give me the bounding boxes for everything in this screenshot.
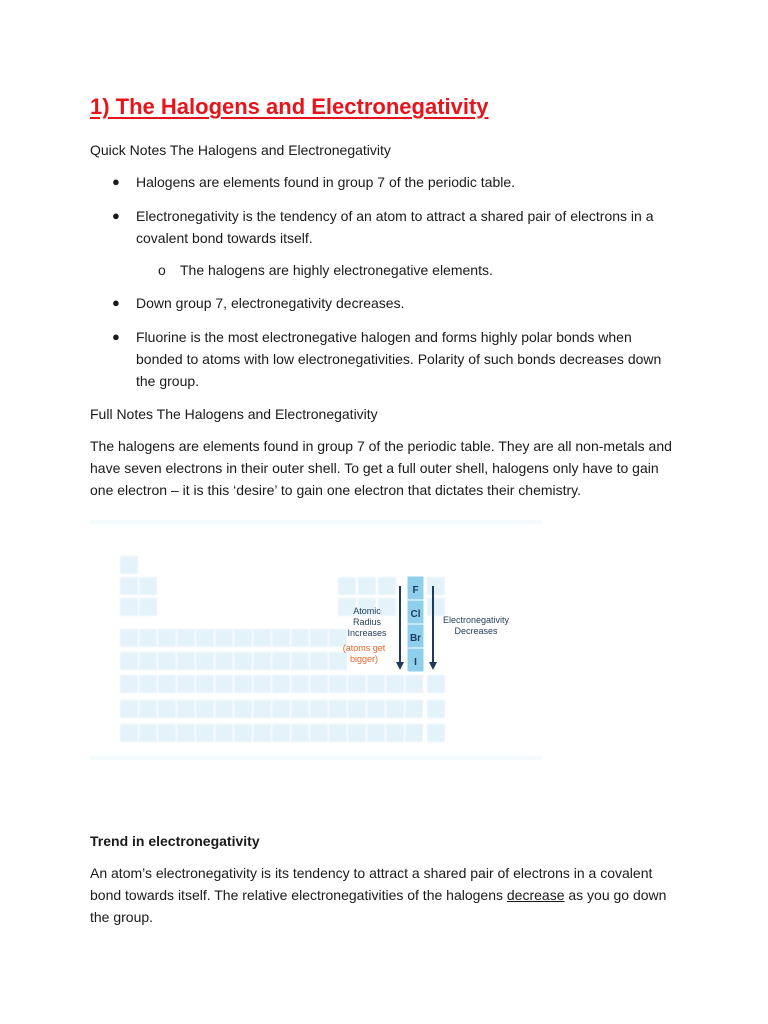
element-symbol: Cl bbox=[410, 609, 421, 620]
trend-heading: Trend in electronegativity bbox=[90, 833, 260, 849]
periodic-table-figure bbox=[90, 520, 542, 812]
bullet-icon: ● bbox=[112, 174, 120, 189]
quick-notes-heading: Quick Notes The Halogens and Electronegativity bbox=[90, 142, 391, 158]
faded-periodic-table bbox=[120, 556, 445, 742]
list-item-text: Electronegativity is the tendency of an atom to attract a shared pair of electrons in a covalent bond towards itself. bbox=[136, 208, 654, 246]
element-symbol: I bbox=[414, 657, 417, 668]
sub-list-item bbox=[158, 259, 493, 281]
bullet-icon: ● bbox=[112, 295, 120, 310]
full-notes-heading: Full Notes The Halogens and Electronegativity bbox=[90, 406, 378, 422]
trend-text-before: An atom’s electronegativity is its tendency to attract a shared pair of electrons in a covalent bond towards itself. The relative electronegativities of the halogens bbox=[90, 865, 653, 903]
list-item bbox=[112, 326, 672, 392]
down-arrow-icon bbox=[396, 586, 404, 670]
faded-border bbox=[90, 756, 542, 760]
electronegativity-label: Electronegativity bbox=[442, 615, 510, 625]
list-item-text: Halogens are elements found in group 7 of the periodic table. bbox=[136, 174, 516, 190]
atomic-radius-label: Radius bbox=[352, 617, 382, 627]
full-notes-paragraph: The halogens are elements found in group 7 of the periodic table. They are all non-metals and have seven electrons in their outer shell. To get a full outer shell, halogens only have to gain one electron – it is this ‘desire’ to gain one electron that dictates their chemistry. bbox=[90, 438, 672, 498]
list-item-text: Fluorine is the most electronegative halogen and forms highly polar bonds when bonded to atoms with low electronegativities. Polarity of such bonds decreases down the group. bbox=[136, 329, 662, 389]
atoms-bigger-note: bigger) bbox=[349, 654, 379, 664]
list-item bbox=[112, 292, 672, 314]
list-item-text: Down group 7, electronegativity decreases. bbox=[136, 295, 405, 311]
bullet-icon: ● bbox=[112, 329, 120, 344]
page-title: 1) The Halogens and Electronegativity bbox=[90, 94, 489, 119]
trend-emphasis: decrease bbox=[506, 887, 565, 903]
trend-text-after: as you go down the group. bbox=[90, 887, 667, 925]
element-symbol: F bbox=[412, 585, 419, 596]
bullet-icon: ● bbox=[112, 208, 120, 223]
electronegativity-label: Decreases bbox=[454, 626, 498, 636]
halogen-column bbox=[407, 576, 424, 672]
list-item bbox=[112, 205, 672, 249]
element-symbol: Br bbox=[409, 633, 422, 644]
list-item bbox=[112, 171, 672, 193]
trend-paragraph bbox=[90, 862, 680, 928]
sub-bullet-icon: o bbox=[158, 262, 166, 278]
sub-list-item-text: The halogens are highly electronegative elements. bbox=[180, 262, 493, 278]
atomic-radius-label: Atomic bbox=[353, 606, 381, 616]
atomic-radius-label: Increases bbox=[347, 628, 387, 638]
atoms-bigger-note: (atoms get bbox=[342, 643, 386, 653]
faded-border bbox=[90, 520, 542, 524]
